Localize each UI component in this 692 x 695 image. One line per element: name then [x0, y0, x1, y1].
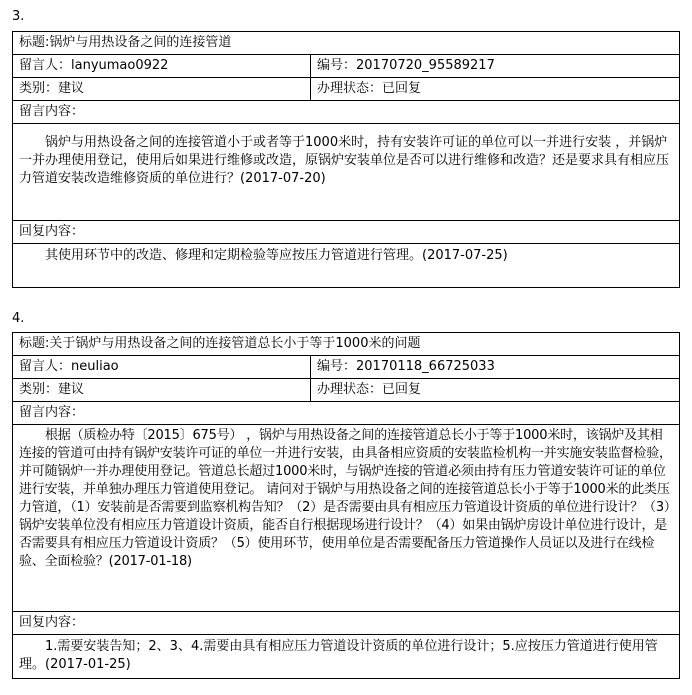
record-id: 编号：20170118_66725033 [311, 356, 680, 379]
record-number: 4. [12, 311, 25, 326]
message-content: 锅炉与用热设备之间的连接管道小于或者等于1000米时，持有安装许可证的单位可以一并进行安装 ，并锅炉一并办理使用登记，使用后如果进行维修或改造，原锅炉安装单位是否可以进行维修和改造？还是要求具有相应压力管道安装改造维修资质的单位进行？(2017-07-20) [13, 124, 680, 221]
message-label: 留言内容： [13, 402, 680, 425]
record-author: 留言人：neuliao [13, 356, 311, 379]
record-status: 办理状态：已回复 [311, 78, 680, 101]
reply-content: 1.需要安装告知；2、3、4.需要由具有相应压力管道设计资质的单位进行设计；5.应按压力管道进行使用管理。(2017-01-25) [13, 635, 680, 679]
reply-content: 其使用环节中的改造、修理和定期检验等应按压力管道进行管理。(2017-07-25) [13, 244, 680, 288]
record-id: 编号：20170720_95589217 [311, 55, 680, 78]
reply-label: 回复内容： [13, 612, 680, 635]
record-status: 办理状态：已回复 [311, 379, 680, 402]
record-title: 标题:关于锅炉与用热设备之间的连接管道总长小于等于1000米的问题 [13, 333, 680, 356]
reply-label: 回复内容： [13, 221, 680, 244]
record-category: 类别：建议 [13, 78, 311, 101]
message-content: 根据（质检办特〔2015〕675号） ，锅炉与用热设备之间的连接管道总长小于等于1000米时，该锅炉及其相连接的管道可由持有锅炉安装许可证的单位一并进行安装，由具备相应资质的安装监检机构一并实施安装监督检验，并可随锅炉一并办理使用登记。管道总长超过1000米时，与锅炉连接的管道必须由持有压力管道安装许可证的单位进行安装，并单独办理压力管道使用登记。 请问对于锅炉与用热设备之间的连接管道总长小于等于1000米的此类压力管道，（1）安装前是否需要到监察机构告知？（2）是否需要由具有相应压力管道设计资质的单位进行设计？（3）锅炉安装单位没有相应压力管道设计资质，能否自行根据现场进行设计？（4）如果由锅炉房设计单位进行设计，是否需要具有相应压力管道设计资质？（5）使用环节，使用单位是否需要配备压力管道操作人员证以及进行在线检验、全面检验？(2017-01-18) [13, 425, 680, 612]
record-title: 标题:锅炉与用热设备之间的连接管道 [13, 32, 680, 55]
record-table [12, 31, 680, 288]
record-number: 3. [12, 9, 25, 24]
message-label: 留言内容： [13, 101, 680, 124]
record-table [12, 332, 680, 679]
record-category: 类别：建议 [13, 379, 311, 402]
record-author: 留言人：lanyumao0922 [13, 55, 311, 78]
